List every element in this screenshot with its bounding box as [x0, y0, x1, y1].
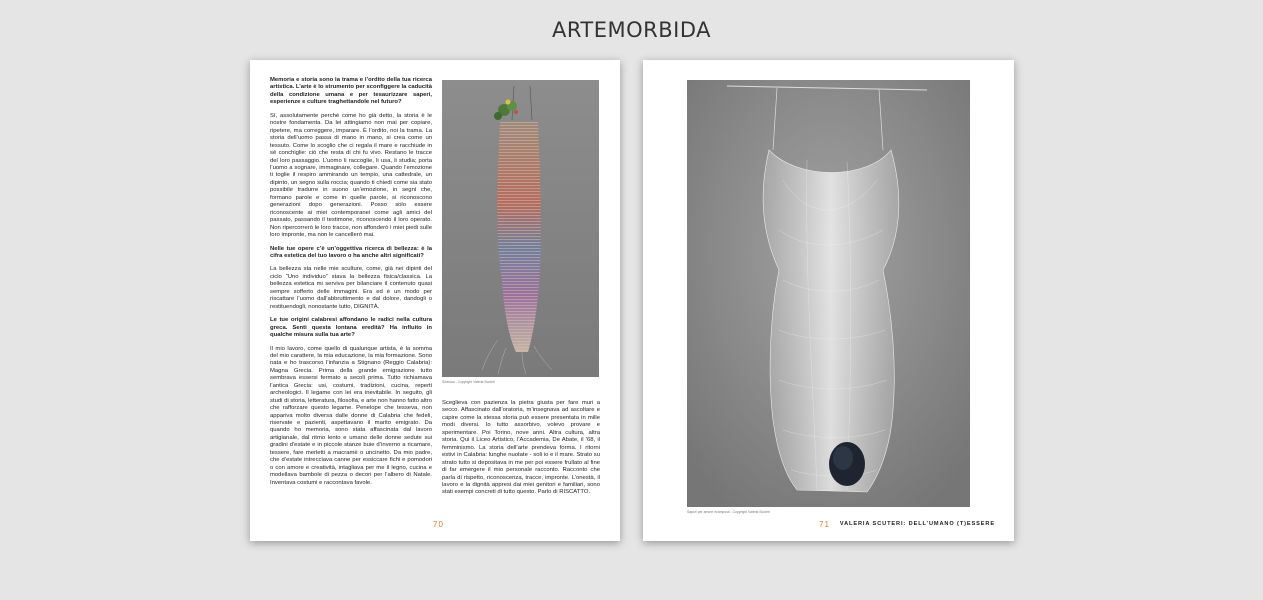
interview-question-2: Nelle tue opere c’è un’oggettiva ricerca di bellezza: è la cifra estetica del tuo lavoro o ha anche altri significati? — [270, 245, 432, 259]
left-page — [250, 60, 620, 541]
page-number-right: 71 — [819, 520, 830, 529]
column-2-paragraph: Sceglieva con pazienza la pietra giusta per fare muri a secco. Affascinato dall’oratoria, m’insegnava ad ascoltare e capire come la stessa storia può essere presentata in mille modi diversi. Io tutto assorbivo, volevo provare e sperimentare. Poi Torino, nove anni. Altra cultura, altra storia. Qui il Liceo Artistico, l’Accademia, De Abate, il ’68, il femminismo. La storia dell’arte prendeva forma. I ritorni estivi in Calabria: lunghe nuotate - soli io e il mare. Strato su strato tutto si depositava in me per poi essere frullato al fine di far emergere il mio personale racconto. Racconto che parla di rispetto, riconoscenza, tracce, impronte. L’onestà, il lavoro e la dignità appresi dai miei genitori e familiari, sono stati esempi concreti di tutto questo. Parlo di RISCATTO. — [442, 400, 600, 496]
right-page — [643, 60, 1014, 541]
running-head: VALERIA SCUTERI: DELL’UMANO (T)ESSERE — [839, 521, 995, 527]
text-column-2 — [442, 400, 600, 497]
dark-bead-cluster — [829, 442, 865, 486]
interview-question-1: Memoria e storia sono la trama e l’ordito della tua ricerca artistica. L’arte è lo strumento per sconfiggere la caducità della condizione umana e per tesaurizzare saperi, esperienze e culture traghettandole nel futuro? — [270, 77, 432, 106]
artwork-photo-sirarusa — [442, 80, 599, 377]
interview-answer-2: La bellezza sta nelle mie sculture, come, già nei dipinti del ciclo “Uno individuo” stava la bellezza fisica/classica. La bellezza estetica mi serviva per bilanciare il contenuto quasi sempre sofferto delle immagini. Era ed è un modo per riscattare l’uomo dall’abbruttimento e dal dolore, dandogli o restituendogli, nonostante tutto, DIGNITÀ. — [270, 266, 432, 310]
page-number-left: 70 — [433, 520, 444, 529]
interview-answer-3: Il mio lavoro, come quello di qualunque artista, è la somma del mio carattere, la mia educazione, la mia formazione. Sono nata e ho trascorso l’infanzia a Stignano (Reggio Calabria): Magna Grecia. Prima della grande emigrazione tutto sembrava essersi fermato a secoli prima. Tutto richiamava l’antica Grecia: usi, costumi, tradizioni, cucina, reperti archeologici. Il legame con lei era inevitabile. In seguito, gli studi di storia, letteratura, filosofia, e arte non hanno fatto altro che rafforzare questo legame. Penelope che tesseva, non appariva molto diversa dalle donne di Calabria che fedeli, riservate e pazienti, aspettavano il marito emigrato. Da quando ho memoria, sono stata affascinata dal lavoro artigianale, dal ritmo lento e umano delle donne sedute sui gradini d’estate e in piccole stanze buie d’inverno a ricamare, tessere, fare merletti a macramè o uncinetto. Da mio padre, che d’estate intrecciava canne per essiccare fichi e pomodori o con amore e creatività, intagliava per me il legno, cucina e modellava bambole di pezza o decori per l’albero di Natale. Inventava costumi e raccontava favole. — [270, 345, 432, 486]
woven-sculpture-image — [442, 80, 599, 377]
wire-dress-sculpture-image — [687, 80, 970, 507]
magazine-brand: ARTEMORBIDA — [551, 18, 712, 42]
photo-caption-right: Sapori per amore ricomposti - Copyright Valeria Scuteri — [687, 510, 770, 514]
interview-question-3: Le tue origini calabresi affondano le radici nella cultura greca. Senti questa lontana eredità? Ha influito in qualche misura sulla tua arte? — [270, 317, 432, 339]
photo-caption-left: Sirarusa - Copyright Valeria Scuteri — [442, 380, 495, 384]
text-column-1 — [270, 77, 432, 493]
interview-answer-1: Sì, assolutamente perché come ho già detto, la storia è le nostre fondamenta. Da lei attingiamo non mai per copiare, ripetere, ma correggere, imparare. È l’ordito, noi la trama. La storia dell’uomo passa di mano in mano, si crea come un tessuto. Come lo scoglio che ci regala il mare e racchiude in sé conchiglie: ciò che resta di chi fu vivo. Restano le tracce del loro passaggio. L’uomo li raccoglie, li usa, li studia; porta l’uomo a sognare, immaginare, collegare. Quando l’emozione ti toglie il respiro ammirando un tempio, una cattedrale, un dipinto, un segno sulla roccia; quando ti chiedi come sia stato possibile tradurre in suono un’emozione, in segni che, formano parole e come in quelle parole, si riconoscono generazioni dopo generazioni. Posso solo essere riconoscente ai miei contemporanei come agli amici del passato, passando il testimone, riconoscendo il loro operato. Non ripercorrerò le loro tracce, non affonderò i miei piedi sulle loro impronte, ma non le cancellerò mai. — [270, 112, 432, 239]
artwork-photo-large — [687, 80, 970, 507]
